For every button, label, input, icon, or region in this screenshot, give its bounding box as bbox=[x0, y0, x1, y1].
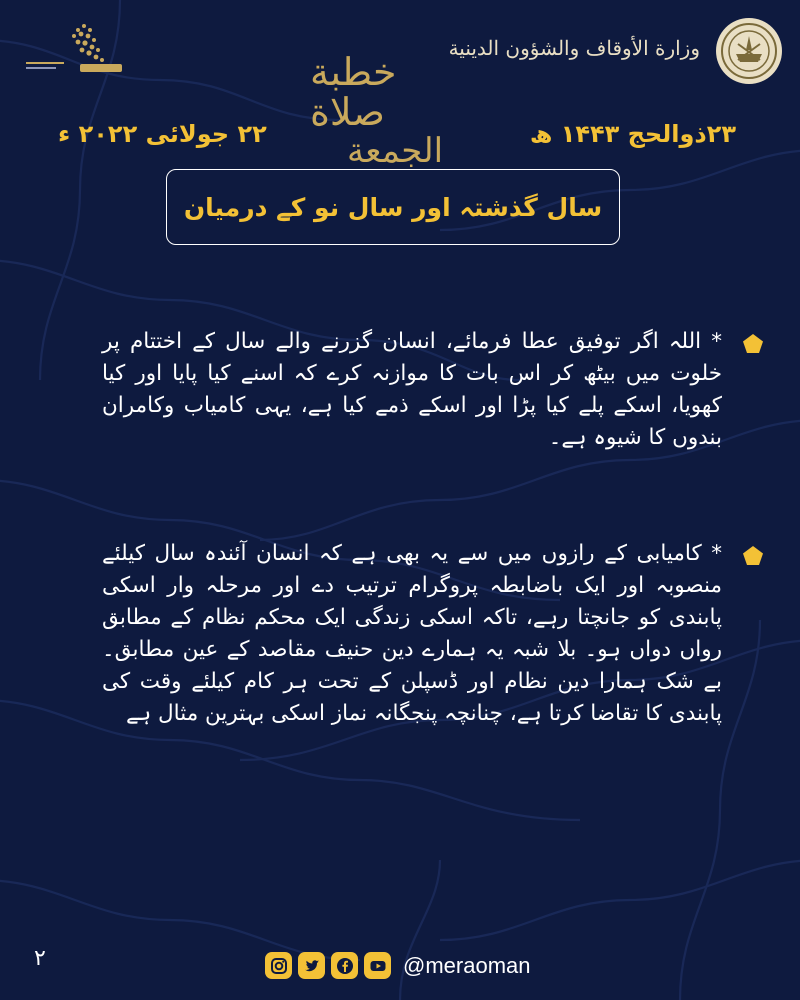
sermon-title: سال گذشتہ اور سال نو کے درمیان bbox=[183, 192, 603, 222]
paragraph-2: * کامیابی کے رازوں میں سے یہ بھی ہے کہ انسان آئندہ سال کیلئے منصوبہ اور ایک باضابطہ پروگرام ترتیب دے اور مرحلہ وار اسکی پابندی کو جانچتا رہے، تاکہ اسکی زندگی ایک محکم نظام کے مطابق رواں دواں ہو۔ بلا شبہ یہ ہمارے دین حنیف مقاصد کے عین مطابق۔ بے شک ہمارا دین نظام اور ڈسپلن کے تحت ہر کام کیلئے وقت کی پابندی کا تقاضا کرتا ہے، چنانچہ پنجگانہ نماز اسکی بہترین مثال ہے bbox=[102, 541, 722, 726]
twitter-icon[interactable] bbox=[298, 952, 325, 979]
sermon-title-box bbox=[166, 169, 620, 245]
instagram-icon[interactable] bbox=[265, 952, 292, 979]
pentagon-bullet-icon bbox=[742, 333, 764, 355]
hijri-date: ۲۳ذوالحج ۱۴۴۳ ھ bbox=[529, 120, 736, 148]
gregorian-date: ۲۲ جولائی ۲۰۲۲ ء bbox=[58, 120, 267, 148]
youtube-icon[interactable] bbox=[364, 952, 391, 979]
paragraph-1: * اللہ اگر توفیق عطا فرمائے، انسان گزرنے والے سال کے اختتام پر خلوت میں بیٹھ کر اس بات کا موازنہ کرے کہ اسنے کیا پایا اور کیا کھویا، اسکے پلے کیا پڑا اور اسکے ذمے کیا ہے، یہی کامیاب وکامران بندوں کا شیوہ ہے۔ bbox=[102, 329, 722, 450]
pentagon-bullet-icon bbox=[742, 545, 764, 567]
page-number: ۲ bbox=[34, 946, 46, 971]
friday-sermon-calligraphy bbox=[310, 50, 480, 171]
ministry-name: وزارة الأوقاف والشؤون الدينية bbox=[448, 36, 700, 60]
facebook-icon[interactable] bbox=[331, 952, 358, 979]
calligraphy-line2: الجمعة bbox=[346, 131, 444, 171]
social-links bbox=[265, 952, 531, 979]
ministry-seal-logo bbox=[714, 16, 784, 86]
vision-logo bbox=[18, 12, 138, 82]
calligraphy-line1: خطبة صلاة bbox=[310, 50, 397, 134]
social-handle[interactable]: @meraoman bbox=[403, 952, 531, 978]
